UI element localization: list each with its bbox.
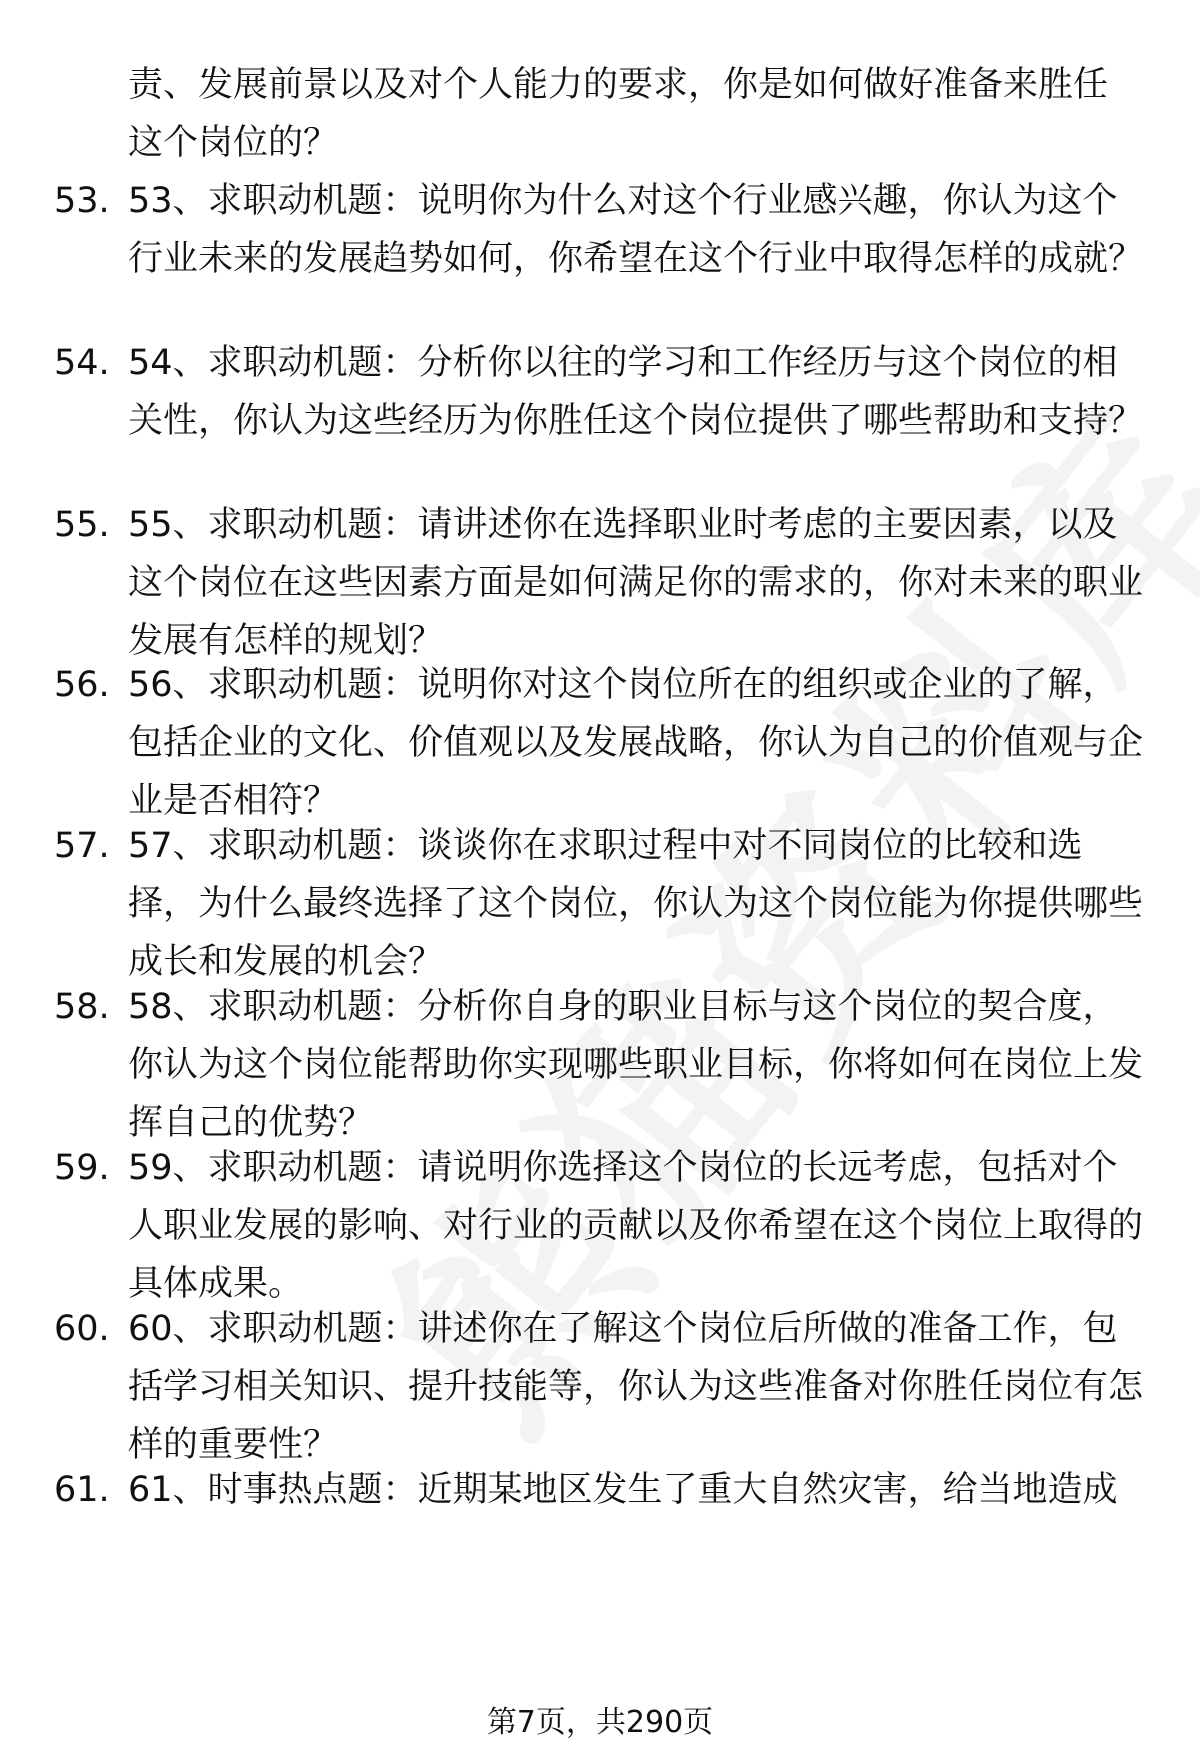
continued-question-text: 责、发展前景以及对个人能力的要求，你是如何做好准备来胜任这个岗位的？ (128, 65, 1109, 163)
item-text: 55、求职动机题：请讲述你在选择职业时考虑的主要因素，以及这个岗位在这些因素方面是如何满足你的需求的，你对未来的职业发展有怎样的规划？ (128, 505, 1144, 661)
item-text: 60、求职动机题：讲述你在了解这个岗位后所做的准备工作，包括学习相关知识、提升技能等，你认为这些准备对你胜任岗位有怎样的重要性？ (128, 1309, 1144, 1465)
item-number: 60. (54, 1309, 110, 1349)
item-number: 61. (54, 1470, 110, 1510)
item-number: 53. (54, 181, 110, 221)
page-number-footer: 第7页，共290页 (486, 1705, 714, 1740)
item-number: 56. (54, 665, 110, 705)
item-text: 56、求职动机题：说明你对这个岗位所在的组织或企业的了解，包括企业的文化、价值观以及发展战略，你认为自己的价值观与企业是否相符？ (128, 665, 1144, 821)
item-text: 53、求职动机题：说明你为什么对这个行业感兴趣，你认为这个行业未来的发展趋势如何，你希望在这个行业中取得怎样的成就？ (128, 181, 1144, 279)
item-number: 54. (54, 343, 110, 383)
item-number: 59. (54, 1148, 110, 1188)
item-text: 61、时事热点题：近期某地区发生了重大自然灾害，给当地造成 (128, 1470, 1118, 1510)
item-text: 57、求职动机题：谈谈你在求职过程中对不同岗位的比较和选择，为什么最终选择了这个岗位，你认为这个岗位能为你提供哪些成长和发展的机会？ (128, 826, 1144, 982)
item-number: 55. (54, 505, 110, 545)
item-number: 57. (54, 826, 110, 866)
item-text: 54、求职动机题：分析你以往的学习和工作经历与这个岗位的相关性，你认为这些经历为你胜任这个岗位提供了哪些帮助和支持？ (128, 343, 1144, 441)
item-text: 59、求职动机题：请说明你选择这个岗位的长远考虑，包括对个人职业发展的影响、对行业的贡献以及你希望在这个岗位上取得的具体成果。 (128, 1148, 1144, 1304)
item-text: 58、求职动机题：分析你自身的职业目标与这个岗位的契合度，你认为这个岗位能帮助你实现哪些职业目标，你将如何在岗位上发挥自己的优势？ (128, 987, 1144, 1143)
item-number: 58. (54, 987, 110, 1027)
